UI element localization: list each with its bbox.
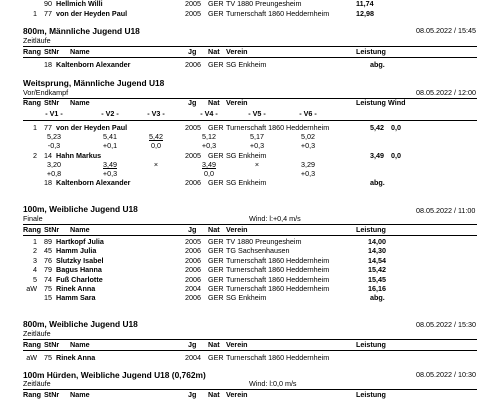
nat-cell: GER [208, 0, 224, 8]
divider [23, 339, 477, 340]
nat-cell: GER [208, 246, 224, 255]
rank-cell: 1 [33, 123, 37, 132]
nat-cell: GER [208, 293, 224, 302]
col-club: Verein [226, 98, 248, 107]
bib-cell: 90 [44, 0, 52, 8]
wind-cell: 0,0 [391, 151, 401, 160]
year-cell: 2006 [185, 265, 201, 274]
bib-cell: 77 [44, 9, 52, 18]
divider [23, 389, 477, 390]
club-cell: TV 1880 Preungesheim [226, 237, 302, 246]
bib-cell: 18 [44, 178, 52, 187]
col-nat: Nat [208, 390, 220, 399]
rank-cell: 2 [33, 246, 37, 255]
attempt-cell: 5,17 [250, 132, 264, 141]
bib-cell: 77 [44, 123, 52, 132]
col-result: Leistung [356, 225, 386, 234]
rank-cell: 2 [33, 151, 37, 160]
col-bib: StNr [44, 98, 60, 107]
round-label: Zeitläufe [23, 329, 51, 338]
col-result: Leistung [356, 390, 386, 399]
bib-cell: 89 [44, 237, 52, 246]
rank-cell: 1 [33, 237, 37, 246]
col-rank: Rang [23, 47, 41, 56]
rank-cell: aW [26, 353, 37, 362]
club-cell: Turnerschaft 1860 Heddernheim [226, 284, 330, 293]
club-cell: Turnerschaft 1860 Heddernheim [226, 123, 330, 132]
name-cell: Kaltenborn Alexander [56, 178, 131, 187]
section-date: 08.05.2022 / 10:30 [416, 370, 476, 379]
col-result: Leistung [356, 47, 386, 56]
col-attempt: - V5 - [248, 109, 266, 118]
result-cell: 16,16 [368, 284, 386, 293]
club-cell: SG Enkheim [226, 293, 267, 302]
col-year: Jg [188, 98, 197, 107]
bib-cell: 74 [44, 275, 52, 284]
club-cell: Turnerschaft 1860 Heddernheim [226, 9, 330, 18]
club-cell: Turnerschaft 1860 Heddernheim [226, 275, 330, 284]
nat-cell: GER [208, 275, 224, 284]
bib-cell: 45 [44, 246, 52, 255]
attempt-wind-cell: +0,3 [201, 141, 217, 150]
attempt-cell: 3,29 [301, 160, 315, 169]
divider [23, 235, 477, 236]
nat-cell: GER [208, 151, 224, 160]
col-name: Name [70, 340, 90, 349]
attempt-cell: 5,12 [202, 132, 216, 141]
col-year: Jg [188, 340, 197, 349]
col-attempt: - V3 - [147, 109, 165, 118]
result-cell: 14,00 [368, 237, 386, 246]
col-attempt: - V2 - [101, 109, 119, 118]
name-cell: Slutzky Isabel [56, 256, 104, 265]
year-cell: 2004 [185, 284, 201, 293]
bib-cell: 18 [44, 60, 52, 69]
attempt-wind-cell: +0,3 [300, 169, 316, 178]
col-rank: Rang [23, 225, 41, 234]
section-date: 08.05.2022 / 12:00 [416, 88, 476, 97]
foul-cell: × [254, 160, 260, 169]
club-cell: SG Enkheim [226, 60, 267, 69]
col-name: Name [70, 390, 90, 399]
result-cell: 14,30 [368, 246, 386, 255]
bib-cell: 14 [44, 151, 52, 160]
divider [23, 224, 477, 225]
rank-cell: 1 [33, 9, 37, 18]
col-year: Jg [188, 390, 197, 399]
club-cell: Turnerschaft 1860 Heddernheim [226, 265, 330, 274]
attempt-cell: 5,23 [47, 132, 61, 141]
col-club: Verein [226, 225, 248, 234]
attempt-wind-cell: 0,0 [151, 141, 161, 150]
divider [23, 350, 477, 351]
club-cell: SG Enkheim [226, 178, 267, 187]
round-label: Zeitläufe [23, 36, 51, 45]
attempt-wind-cell: +0,3 [102, 169, 118, 178]
section-title: 800m, Männliche Jugend U18 [23, 26, 140, 36]
attempt-wind-cell: -0,3 [47, 141, 61, 150]
col-year: Jg [188, 225, 197, 234]
attempt-wind-cell: +0,3 [300, 141, 316, 150]
col-rank: Rang [23, 98, 41, 107]
col-name: Name [70, 98, 90, 107]
divider [23, 120, 477, 121]
name-cell: Bagus Hanna [56, 265, 102, 274]
year-cell: 2005 [185, 0, 201, 8]
nat-cell: GER [208, 256, 224, 265]
col-year: Jg [188, 47, 197, 56]
wind-cell: 0,0 [391, 123, 401, 132]
name-cell: Hamm Julia [56, 246, 97, 255]
attempt-wind-cell: +0,3 [249, 141, 265, 150]
bib-cell: 75 [44, 353, 52, 362]
attempt-wind-cell: 0,0 [204, 169, 214, 178]
name-cell: von der Heyden Paul [56, 9, 128, 18]
col-nat: Nat [208, 225, 220, 234]
round-label: Zeitläufe [23, 379, 51, 388]
col-bib: StNr [44, 47, 60, 56]
col-bib: StNr [44, 340, 60, 349]
year-cell: 2006 [185, 293, 201, 302]
section-title: 800m, Weibliche Jugend U18 [23, 319, 138, 329]
club-cell: TG Sachsenhausen [226, 246, 290, 255]
foul-cell: × [153, 160, 159, 169]
year-cell: 2006 [185, 246, 201, 255]
col-attempt: - V6 - [299, 109, 317, 118]
result-cell: abg. [370, 60, 385, 69]
col-result: Leistung [356, 340, 386, 349]
year-cell: 2004 [185, 353, 201, 362]
divider [23, 46, 477, 47]
col-bib: StNr [44, 225, 60, 234]
divider [23, 98, 477, 99]
col-club: Verein [226, 390, 248, 399]
rank-cell: 5 [33, 275, 37, 284]
divider [23, 57, 477, 58]
result-cell: abg. [370, 178, 385, 187]
best-attempt-cell: 3,49 [103, 160, 117, 169]
result-cell: 15,45 [368, 275, 386, 284]
year-cell: 2006 [185, 178, 201, 187]
year-cell: 2006 [185, 275, 201, 284]
bib-cell: 15 [44, 293, 52, 302]
col-club: Verein [226, 340, 248, 349]
result-cell: 12,98 [356, 9, 374, 18]
attempt-wind-cell: +0,1 [102, 141, 118, 150]
round-label: Finale [23, 214, 43, 223]
bib-cell: 79 [44, 265, 52, 274]
col-bib: StNr [44, 390, 60, 399]
section-date: 08.05.2022 / 15:45 [416, 26, 476, 35]
name-cell: Hellmich Willi [56, 0, 103, 8]
rank-cell: 4 [33, 265, 37, 274]
result-cell: 3,49 [370, 151, 384, 160]
attempt-cell: 5,41 [103, 132, 117, 141]
name-cell: Hartkopf Julia [56, 237, 104, 246]
name-cell: Kaltenborn Alexander [56, 60, 131, 69]
year-cell: 2006 [185, 60, 201, 69]
year-cell: 2005 [185, 9, 201, 18]
name-cell: Hahn Markus [56, 151, 102, 160]
wind-label: Wind: l:0,0 m/s [249, 379, 297, 388]
result-cell: 11,74 [356, 0, 374, 8]
col-club: Verein [226, 47, 248, 56]
wind-label: Wind: l:+0,4 m/s [249, 214, 301, 223]
rank-cell: aW [26, 284, 37, 293]
attempt-cell: 5,02 [301, 132, 315, 141]
year-cell: 2005 [185, 123, 201, 132]
col-rank: Rang [23, 390, 41, 399]
name-cell: Fuß Charlotte [56, 275, 103, 284]
rank-cell: 3 [33, 256, 37, 265]
col-nat: Nat [208, 340, 220, 349]
round-label: Vor/Endkampf [23, 88, 69, 97]
col-wind: Wind [388, 98, 406, 107]
result-cell: 5,42 [370, 123, 384, 132]
section-title: Weitsprung, Männliche Jugend U18 [23, 78, 165, 88]
result-cell: 15,42 [368, 265, 386, 274]
name-cell: von der Heyden Paul [56, 123, 128, 132]
best-attempt-cell: 3,49 [202, 160, 216, 169]
nat-cell: GER [208, 237, 224, 246]
name-cell: Hamm Sara [56, 293, 96, 302]
col-result: Leistung [356, 98, 386, 107]
col-attempt: - V1 - [45, 109, 63, 118]
col-rank: Rang [23, 340, 41, 349]
bib-cell: 76 [44, 256, 52, 265]
nat-cell: GER [208, 60, 224, 69]
year-cell: 2005 [185, 151, 201, 160]
club-cell: Turnerschaft 1860 Heddernheim [226, 256, 330, 265]
col-name: Name [70, 47, 90, 56]
attempt-cell: 3,20 [47, 160, 61, 169]
section-title: 100m, Weibliche Jugend U18 [23, 204, 138, 214]
club-cell: Turnerschaft 1860 Heddernheim [226, 353, 330, 362]
result-cell: abg. [370, 293, 385, 302]
col-nat: Nat [208, 98, 220, 107]
best-attempt-cell: 5,42 [149, 132, 163, 141]
col-nat: Nat [208, 47, 220, 56]
bib-cell: 75 [44, 284, 52, 293]
attempt-wind-cell: +0,8 [46, 169, 62, 178]
nat-cell: GER [208, 178, 224, 187]
club-cell: SG Enkheim [226, 151, 267, 160]
nat-cell: GER [208, 9, 224, 18]
section-date: 08.05.2022 / 11:00 [416, 206, 476, 215]
name-cell: Rinek Anna [56, 353, 96, 362]
nat-cell: GER [208, 284, 224, 293]
year-cell: 2005 [185, 237, 201, 246]
name-cell: Rinek Anna [56, 284, 96, 293]
nat-cell: GER [208, 123, 224, 132]
year-cell: 2006 [185, 256, 201, 265]
nat-cell: GER [208, 265, 224, 274]
section-title: 100m Hürden, Weibliche Jugend U18 (0,762m) [23, 370, 206, 380]
club-cell: TV 1880 Preungesheim [226, 0, 302, 8]
col-name: Name [70, 225, 90, 234]
nat-cell: GER [208, 353, 224, 362]
result-cell: 14,54 [368, 256, 386, 265]
col-attempt: - V4 - [200, 109, 218, 118]
section-date: 08.05.2022 / 15:30 [416, 320, 476, 329]
